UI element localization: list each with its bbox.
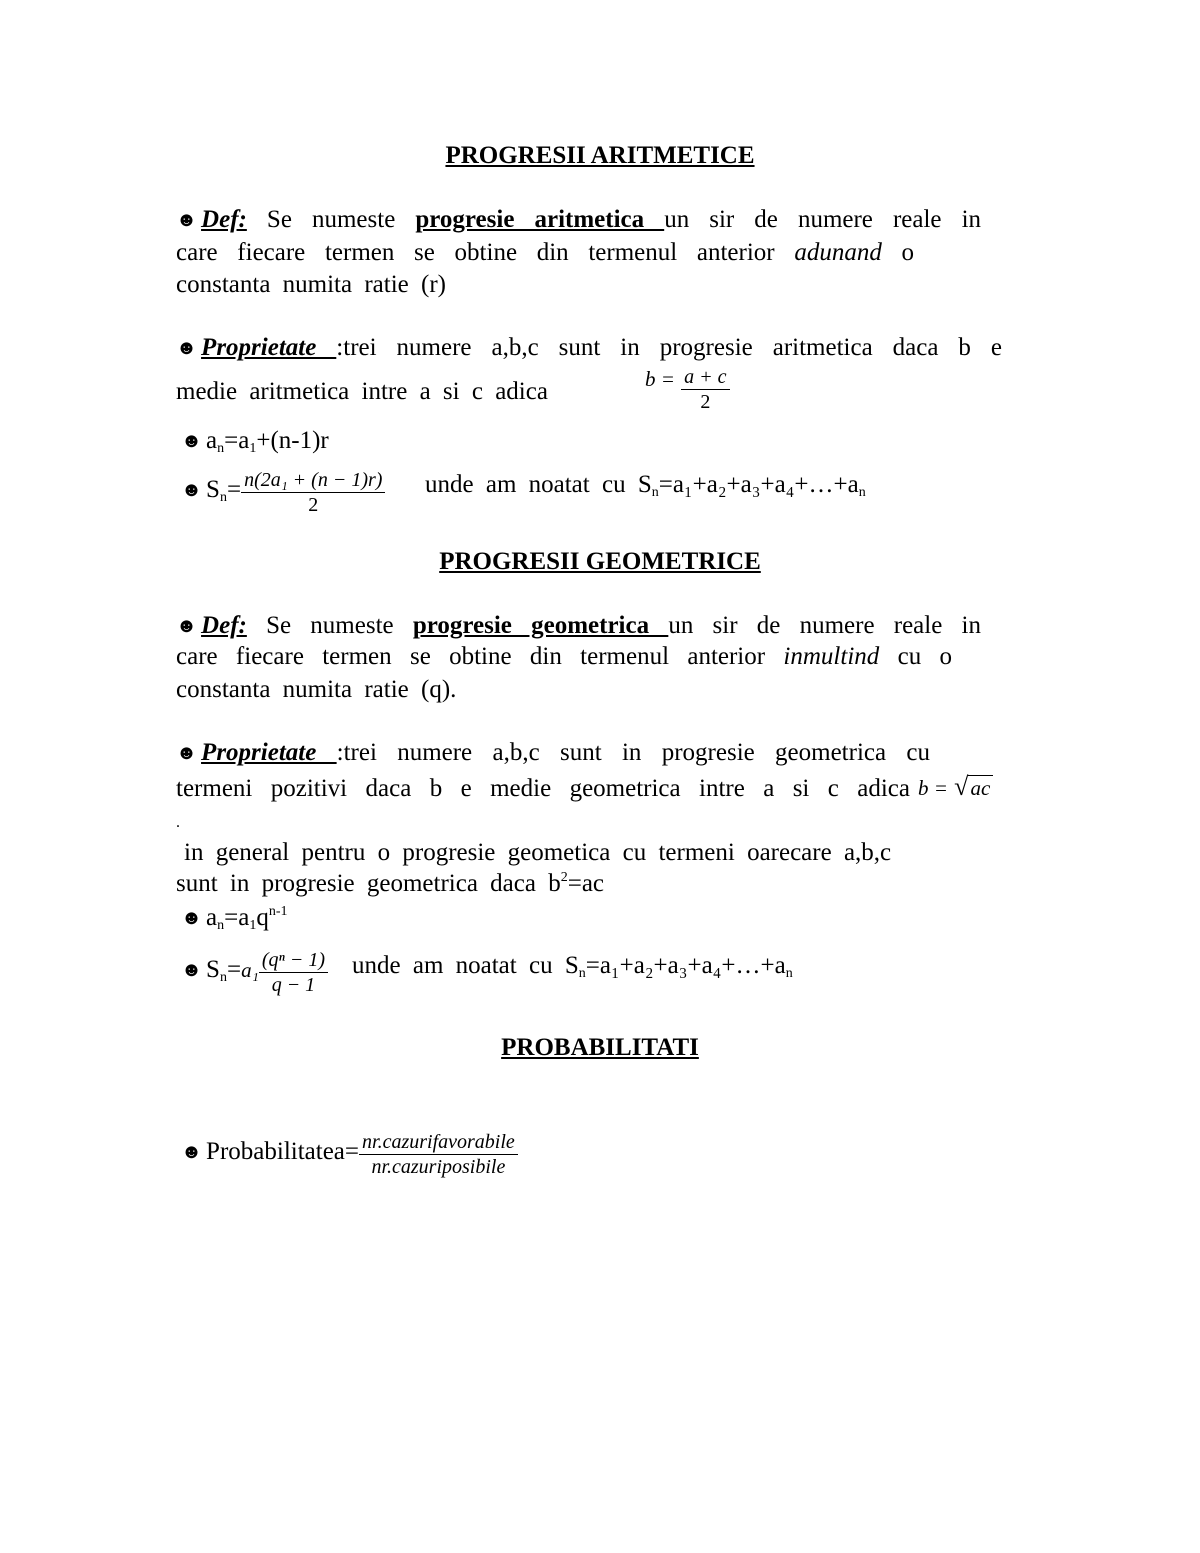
bullet-icon: ☻ [176, 615, 198, 637]
prop-geometrica-line1: ☻ Proprietate :trei numere a,b,c sunt in progresie geometrica cu [176, 739, 930, 766]
bullet-icon: ☻ [181, 479, 203, 501]
formula-an-aritmetica: ☻ $a_n=a_1+(n-1)r$ [181, 427, 329, 456]
heading-progresii-aritmetice: PROGRESII ARITMETICE [445, 142, 755, 169]
formula-an-geometrica: ☻ $a_n=a_1q^{n-1}$ [181, 904, 288, 933]
prop-aritmetica-line1: ☻ Proprietate :trei numere a,b,c sunt in progresie aritmetica daca b e [176, 334, 1002, 361]
def-geometrica-line2: care fiecare termen se obtine din termenul anterior inmultind cu o [176, 643, 953, 670]
formula-medie-geometrica: b = √ac [918, 772, 993, 803]
formula-sn-aritmetica: ☻ $S_n=$ $\frac{\text{n(2a₁ + (n − 1)r)}}{2}$ [181, 468, 385, 517]
formula-medie-aritmetica: b = $\frac{a + c}{2}$ [645, 364, 730, 414]
prop-geometrica-line2: termeni pozitivi daca b e medie geometrica intre a si c adica [176, 775, 910, 802]
bullet-icon: ☻ [176, 209, 198, 231]
formula-probabilitate: ☻ Probabilitatea= $\frac{\text{nr.cazurifavorabile}}{\text{nr.cazuriposibile}}$ [181, 1130, 518, 1179]
sn-geometrica-note: unde am noatat cu $S_n=a_1+a_2+a_3+a_4+\dots+a_n$ [352, 952, 793, 981]
def-aritmetica-line2: care fiecare termen se obtine din termenul anterior adunand o [176, 239, 915, 266]
formula-sn-geometrica: ☻ $S_n=a_1$ $\frac{\text{(qⁿ − 1)}}{q - 1}$ [181, 948, 328, 997]
bullet-icon: ☻ [181, 430, 203, 452]
sn-aritmetica-note: unde am noatat cu $S_n=a_1+a_2+a_3+a_4+\dots+a_n$ [425, 471, 866, 500]
general-geometrica-line1: in general pentru o progresie geometica cu termeni oarecare a,b,c [184, 839, 892, 866]
bullet-icon: ☻ [181, 959, 203, 981]
bullet-icon: ☻ [176, 337, 198, 359]
heading-probabilitati: PROBABILITATI [501, 1034, 699, 1061]
prop-aritmetica-line2: medie aritmetica intre a si c adica [176, 378, 548, 405]
stray-dot: . [176, 814, 180, 831]
def-geometrica-line3: constanta numita ratie (q). [176, 676, 457, 703]
bullet-icon: ☻ [181, 1141, 203, 1163]
def-aritmetica-line1: ☻ Def: Se numeste progresie aritmetica un sir de numere reale in [176, 206, 982, 233]
general-geometrica-line2: sunt in progresie geometrica daca $b^2=ac$ [176, 870, 605, 897]
bullet-icon: ☻ [181, 907, 203, 929]
bullet-icon: ☻ [176, 742, 198, 764]
sqrt-icon: √ [954, 772, 969, 801]
def-geometrica-line1: ☻ Def: Se numeste progresie geometrica un sir de numere reale in [176, 612, 981, 639]
def-aritmetica-line3: constanta numita ratie (r) [176, 271, 446, 298]
heading-progresii-geometrice: PROGRESII GEOMETRICE [439, 548, 761, 575]
